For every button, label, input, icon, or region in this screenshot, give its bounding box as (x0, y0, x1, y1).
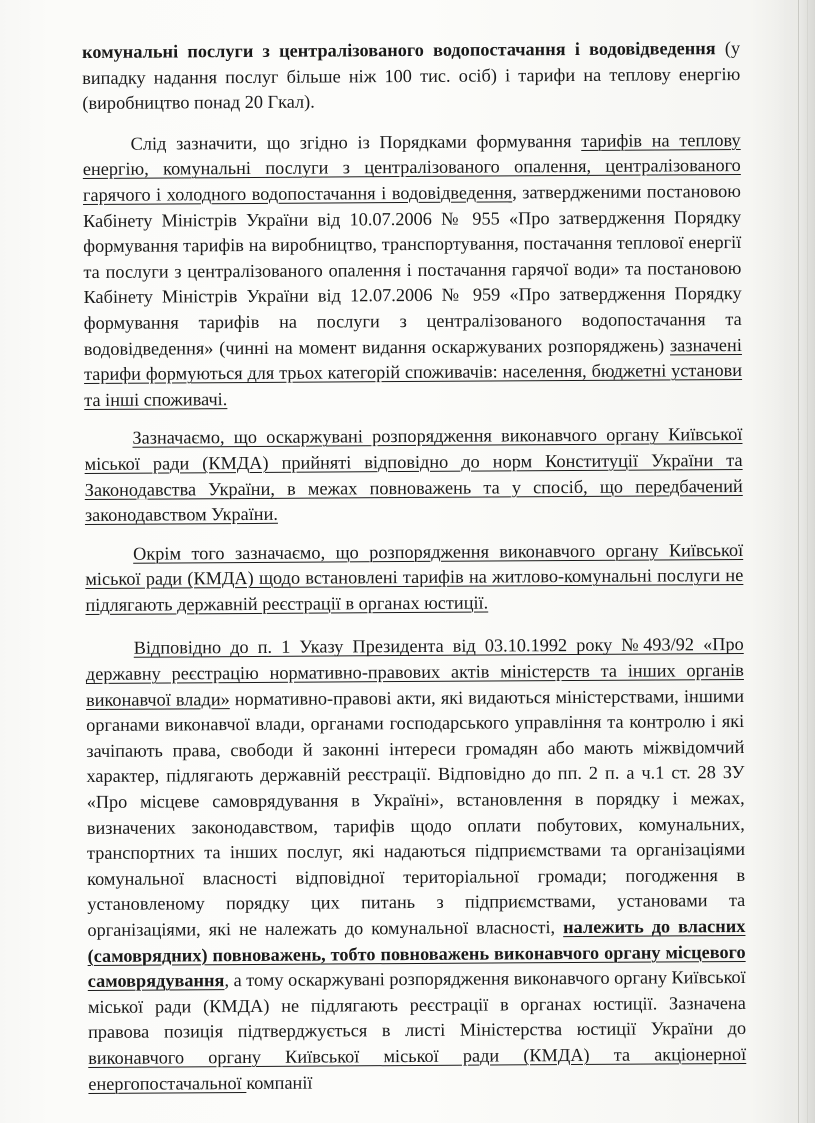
paragraph-2-underlined-2: зазначені тарифи формуються для трьох категорій споживачів: населення, бюджетні установи та інші споживачі. (83, 334, 743, 410)
paragraph-5 (86, 632, 747, 1097)
paragraph-5-bold-underlined: належить до власних (самоврядних) повноважень, тобто повноважень виконавчого органу місцевого самоврядування (87, 915, 746, 992)
page-edge-line (798, 0, 799, 1123)
paragraph-5-underlined-1: Відповідно до п. 1 Указу Президента від 03.10.1992 року №493/92 «Про державну реєстрацію нормативно-правових актів міністерств та інших органів виконавчої влади» (85, 634, 744, 710)
page-edge-line (807, 0, 808, 1123)
paragraph-5-underlined-2: виконавчого органу Київської міської ради (КМДА) та акціонерної енергопостачальної (88, 1043, 747, 1094)
paragraph-1-bold: комунальні послуги з централізованого водопостачання і водовідведення (82, 38, 716, 62)
paragraph-3 (84, 422, 743, 528)
paragraph-4-underlined: Окрім того зазначаємо, що розпорядження виконавчого органу Київської міської ради (КМДА) щодо встановлені тарифів на житлово-комунальні послуги не підлягають державній реєстрації в органах юстиції. (85, 539, 744, 615)
paragraph-5-text-3: компанії (246, 1072, 313, 1093)
paragraph-3-underlined: Зазначаємо, що оскаржувані розпорядження виконавчого органу Київської міської ради (КМДА) прийняті відповідно до норм Конституції України та Законодавства України, в межах повноважень та у спосіб, що передбачений законодавством України. (84, 424, 743, 526)
paragraph-5-text-1: нормативно-правові акти, які видаються міністерствами, іншими органами виконавчої влади, органами господарського управління та контролю і які зачіпають права, свободи й законні інтереси громадян або мають міжвідомчий характер, підлягають державній реєстрації. Відповідно до пп. 2 п. а ч.1 ст. 28 ЗУ «Про місцеве самоврядування в Україні», встановлення в порядку і межах, визначених законодавством, тарифів щодо оплати побутових, комунальних, транспортних та інших послуг, які надаються підприємствами та організаціями комунальної власності відповідної територіальної громади; погодження в установленому порядку цих питань з підприємствами, установами та організаціями, які не належать до комунальної власності, (86, 685, 746, 940)
paragraph-2-text-1: Слід зазначити, що згідно із Порядками формування (130, 130, 582, 154)
paragraph-1 (82, 36, 740, 117)
paragraph-1-text: (у випадку надання послуг більше ніж 100 тис. осіб) і тарифи на теплову енергію (виробництво понад 20 Гкал). (82, 37, 741, 114)
paragraph-2-text-2: , затвердженими постановою Кабінету Міністрів України від 10.07.2006 № 955 «Про затвердження Порядку формування тарифів на виробництво, транспортування, постачання теплової енергії та послуги з централізованого опалення і постачання гарячої води» та постановою Кабінету Міністрів України від 12.07.2006 № 959 «Про затвердження Порядку формування тарифів на послуги з централізованого водопостачання та водовідведення» (чинні на момент видання оскаржуваних розпоряджень) (83, 180, 742, 359)
paragraph-5-text-2: , а тому оскаржувані розпорядження виконавчого органу Київської міської ради (КМДА) не підлягають реєстрації в органах юстиції. Зазначена правова позиція підтверджується в листі Міністерства юстиції України до (87, 967, 747, 1043)
paragraph-2 (83, 128, 743, 414)
paragraph-4 (85, 538, 743, 619)
paragraph-2-underlined-1: тарифів на теплову енергію, комунальні послуги з централізованого опалення, централізованого гарячого і холодного водопостачання і водовідведення (82, 129, 741, 205)
document-body (82, 36, 746, 1097)
page-edge-shadow (777, 0, 815, 1123)
